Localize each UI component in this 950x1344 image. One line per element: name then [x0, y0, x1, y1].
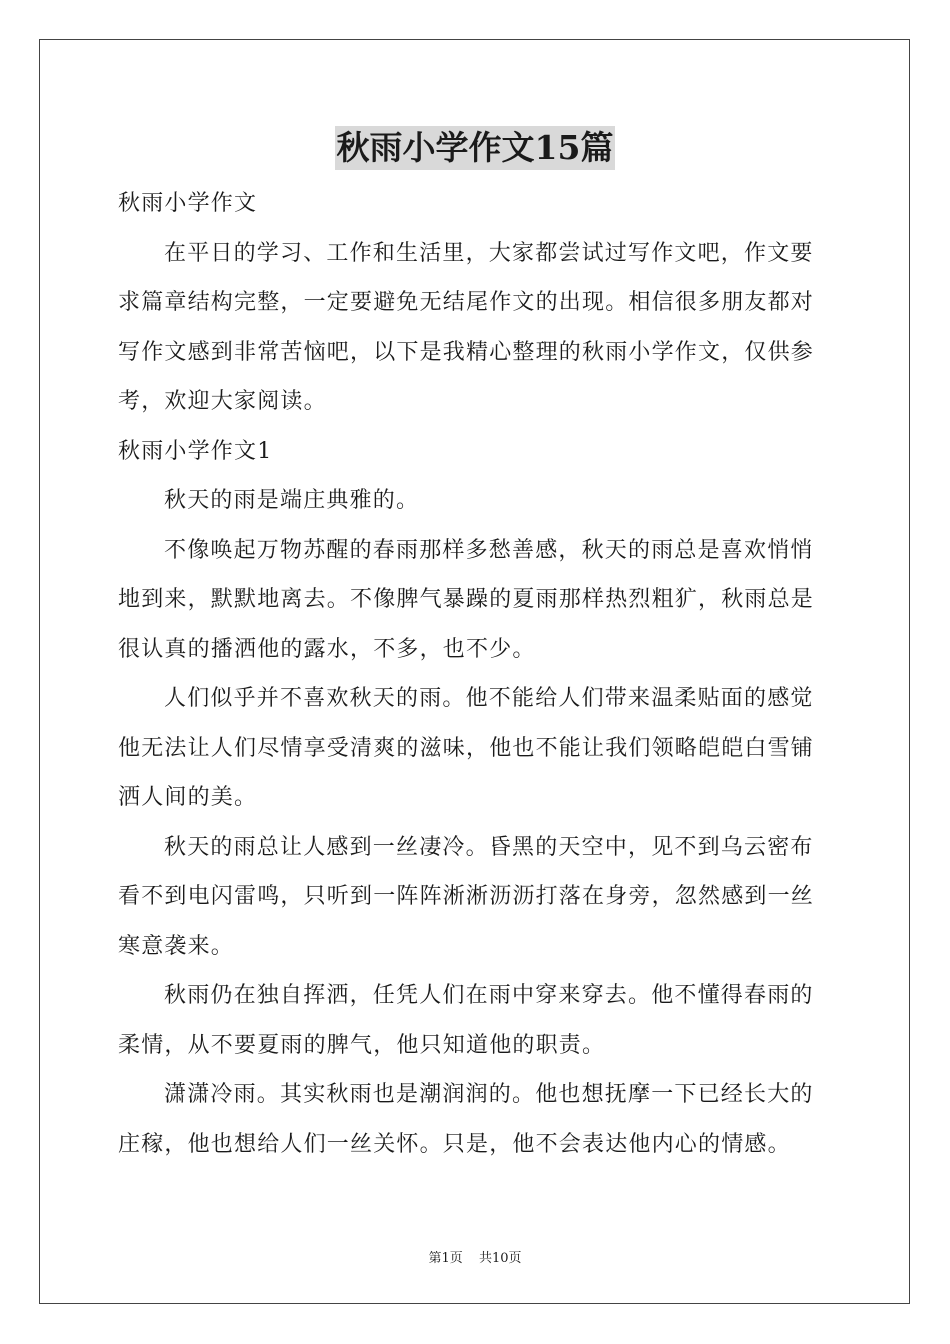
page-number: 第1页: [428, 1251, 463, 1266]
document-body: [118, 179, 834, 1169]
text-line: 秋天的雨总让人感到一丝凄冷。昏黑的天空中，见不到乌云密布: [164, 834, 814, 860]
text-line: 柔情，从不要夏雨的脾气，他只知道他的职责。: [118, 1032, 606, 1058]
page-total: 共10页: [478, 1251, 522, 1266]
text-line: 写作文感到非常苦恼吧，以下是我精心整理的秋雨小学作文，仅供参: [118, 339, 815, 365]
text-line: 寒意袭来。: [118, 933, 235, 959]
text-line: 洒人间的美。: [118, 785, 258, 810]
page-footer: [0, 1247, 950, 1266]
text-line: 考，欢迎大家阅读。: [118, 389, 327, 414]
text-line: 很认真的播洒他的露水，不多，也不少。: [118, 636, 536, 662]
text-line: 求篇章结构完整，一定要避免无结尾作文的出现。相信很多朋友都对: [118, 290, 815, 315]
text-line: 看不到电闪雷鸣，只听到一阵阵淅淅沥沥打落在身旁，忽然感到一丝: [118, 884, 815, 909]
text-line: 潇潇冷雨。其实秋雨也是潮润润的。他也想抚摩一下已经长大的: [164, 1082, 814, 1107]
text-line: 秋雨小学作文1: [118, 438, 273, 464]
text-line: 不像唤起万物苏醒的春雨那样多愁善感，秋天的雨总是喜欢悄悄: [164, 537, 814, 563]
text-line: 秋雨仍在独自挥洒，任凭人们在雨中穿来穿去。他不懂得春雨的: [164, 983, 814, 1008]
text-line: 他无法让人们尽情享受清爽的滋味，他也不能让我们领略皑皑白雪铺: [118, 735, 815, 761]
title-container: [0, 126, 950, 170]
text-line: 秋雨小学作文: [118, 191, 258, 216]
text-line: 秋天的雨是端庄典雅的。: [164, 488, 420, 513]
text-line: 人们似乎并不喜欢秋天的雨。他不能给人们带来温柔贴面的感觉: [164, 686, 814, 711]
text-line: 庄稼，他也想给人们一丝关怀。只是，他不会表达他内心的情感。: [118, 1131, 791, 1157]
document-title: 秋雨小学作文15篇: [335, 126, 616, 170]
text-line: 地到来，默默地离去。不像脾气暴躁的夏雨那样热烈粗犷，秋雨总是: [118, 587, 815, 612]
text-line: 在平日的学习、工作和生活里，大家都尝试过写作文吧，作文要: [164, 240, 814, 266]
